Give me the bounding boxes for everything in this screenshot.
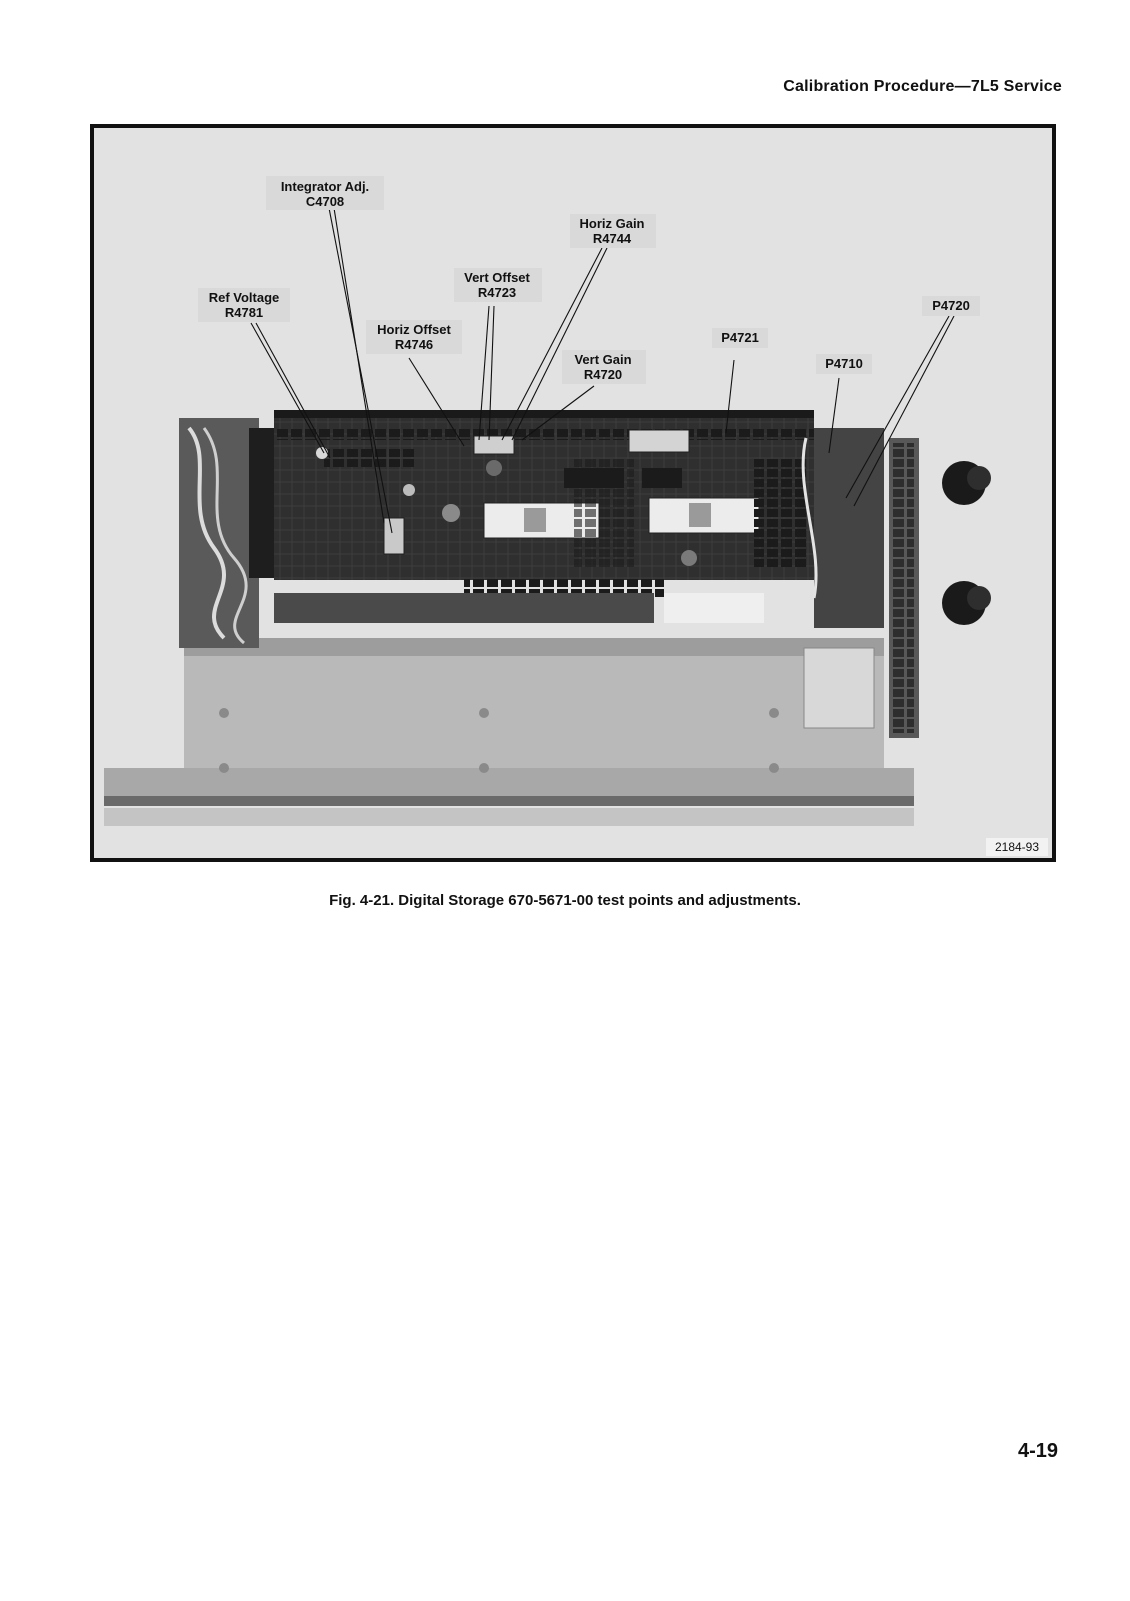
callout-p4710: P4710 bbox=[825, 356, 863, 371]
callout-horiz-gain-line1: Horiz Gain bbox=[579, 216, 645, 231]
callout-vert-gain-line2: R4720 bbox=[583, 367, 623, 382]
callout-p4721: P4721 bbox=[721, 330, 759, 345]
chassis bbox=[104, 638, 914, 826]
callout-horiz-gain-line2: R4744 bbox=[592, 231, 632, 246]
callout-horiz-offset-line2: R4746 bbox=[394, 337, 434, 352]
callout-integrator-line2: C4708 bbox=[305, 194, 345, 209]
page-number: 4-19 bbox=[1017, 1440, 1058, 1462]
callout-ref-voltage-line1: Ref Voltage bbox=[208, 290, 280, 305]
photo-number: 2184-93 bbox=[994, 840, 1040, 854]
circuit-board-photo bbox=[94, 128, 1052, 858]
callout-horiz-offset-line1: Horiz Offset bbox=[377, 322, 451, 337]
callout-vert-offset-line2: R4723 bbox=[477, 285, 517, 300]
figure-caption: Fig. 4-21. Digital Storage 670-5671-00 test points and adjustments. bbox=[329, 892, 801, 909]
callout-integrator-line1: Integrator Adj. bbox=[280, 179, 370, 194]
callout-ref-voltage-line2: R4781 bbox=[224, 305, 264, 320]
callout-p4720: P4720 bbox=[932, 298, 970, 313]
running-head: Calibration Procedure—7L5 Service bbox=[783, 78, 1062, 95]
callout-vert-gain-line1: Vert Gain bbox=[574, 352, 632, 367]
callout-vert-offset-line1: Vert Offset bbox=[464, 270, 530, 285]
figure-photo bbox=[90, 124, 1056, 862]
